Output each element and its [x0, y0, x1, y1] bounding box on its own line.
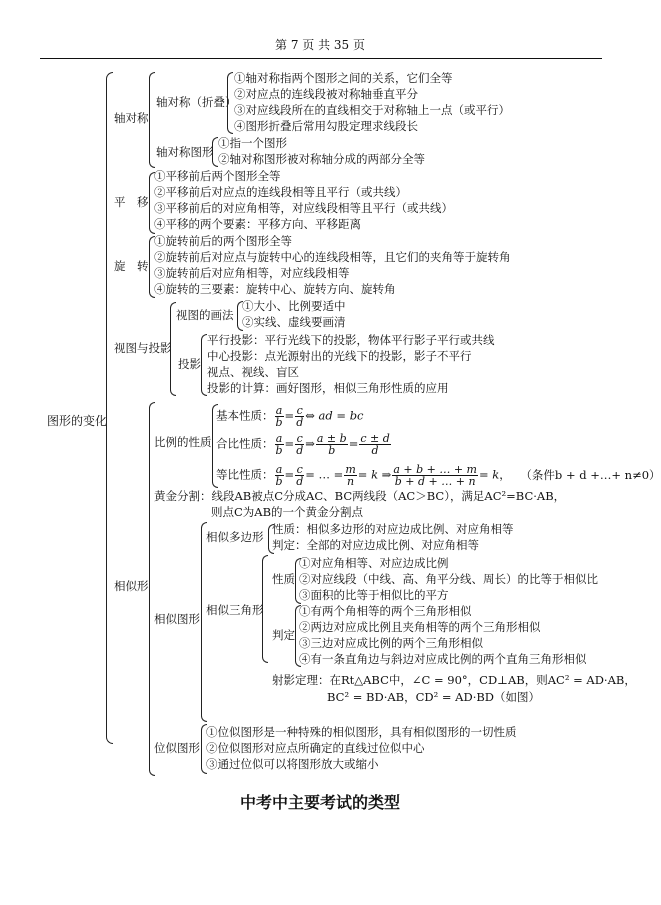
- fraction: $\frac{c}{d}$: [296, 404, 304, 429]
- section-title: 中考中主要考试的类型: [239, 793, 400, 812]
- shadow-theorem-line-2: BC² = BD·AB，CD² = AD·BD（如图）: [327, 690, 541, 704]
- sym-fold-label: 轴对称（折叠）: [156, 95, 237, 109]
- fraction: $\frac{m}{n}$: [345, 463, 356, 488]
- ratio-basic: 基本性质： $\frac{a}{b}$ = $\frac{c}{d}$ ⇔ ad = bc: [216, 404, 364, 429]
- ratio-equal-condition: （条件b + d +…+ n≠0）: [520, 467, 661, 482]
- root-brace: [106, 72, 113, 744]
- trans-item: ①平移前后两个图形全等: [154, 169, 281, 183]
- sim-tri-prop-label: 性质: [272, 572, 295, 586]
- sym-fig-item: ①指一个图形: [218, 136, 287, 150]
- fraction: $\frac{a}{b}$: [275, 432, 283, 457]
- sim-tri-brace: [262, 555, 268, 663]
- fraction: $\frac{a \pm b}{b}$: [316, 432, 347, 457]
- sym-fig-item: ②轴对称图形被对称轴分成的两部分全等: [218, 152, 425, 166]
- shadow-theorem-line-1: 射影定理：在Rt△ABC中，∠C = 90°，CD⊥AB，则AC² = AD·AB，: [272, 673, 636, 687]
- sim-pos-item: ③通过位似可以将图形放大或缩小: [206, 757, 379, 771]
- golden-line-1: 黄金分割：线段AB被点C分成AC、BC两线段（AC＞BC），满足AC²=BC·AB，: [154, 489, 566, 503]
- sim-tri-judge-item: ③三边对应成比例的两个三角形相似: [299, 636, 483, 650]
- fraction: $\frac{c}{d}$: [296, 463, 304, 488]
- rot-item: ④旋转的三要素：旋转中心、旋转方向、旋转角: [154, 282, 396, 296]
- sim-pos-item: ②位似图形对应点所确定的直线过位似中心: [206, 741, 425, 755]
- ratio-equal: 等比性质： $\frac{a}{b}$ = $\frac{c}{d}$ = … = $\frac{m}{n}$ = k ⇒ $\frac{a + b + \dots + m}{b + d + \dots + n}$ = k， （条件b + d +…+ n≠0）: [216, 463, 661, 488]
- fraction: $\frac{c \pm d}{d}$: [360, 432, 390, 457]
- sim-tri-judge-item: ②两边对应成比例且夹角相等的两个三角形相似: [299, 620, 541, 634]
- view-proj-item: 投影的计算：画好图形，相似三角形性质的应用: [207, 381, 449, 395]
- header-rule: [40, 58, 602, 59]
- view-method-item: ①大小、比例要适中: [242, 299, 346, 313]
- rot-item: ①旋转前后的两个图形全等: [154, 234, 292, 248]
- ratio-equal-label: 等比性质：: [216, 467, 274, 482]
- sym-fold-item: ④图形折叠后常用勾股定理求线段长: [234, 119, 418, 133]
- sim-pos-label: 位似图形: [154, 741, 200, 755]
- ratio-basic-result: ⇔ ad = bc: [305, 408, 364, 423]
- root-label: 图形的变化: [47, 414, 108, 428]
- sim-tri-prop-item: ③面积的比等于相似比的平方: [299, 588, 449, 602]
- fraction: $\frac{a}{b}$: [275, 463, 283, 488]
- view-proj-item: 平行投影：平行光线下的投影，物体平行影子平行或共线: [207, 333, 495, 347]
- fraction: $\frac{a}{b}$: [275, 404, 283, 429]
- sim-pos-item: ①位似图形是一种特殊的相似图形，具有相似图形的一切性质: [206, 725, 517, 739]
- trans-item: ③平移前后的对应角相等，对应线段相等且平行（或共线）: [154, 201, 453, 215]
- trans-item: ②平移前后对应点的连线段相等且平行（或共线）: [154, 185, 407, 199]
- sim-title: 相似形: [114, 579, 149, 593]
- sim-poly-item: 判定：全部的对应边成比例、对应角相等: [272, 538, 479, 552]
- sim-fig-label: 相似图形: [154, 612, 200, 626]
- sym-brace: [149, 72, 155, 168]
- sim-ratio-label: 比例的性质: [154, 435, 212, 449]
- ratio-basic-label: 基本性质：: [216, 408, 274, 423]
- view-proj-item: 视点、视线、盲区: [207, 365, 299, 379]
- sym-fig-label: 轴对称图形: [156, 145, 214, 159]
- view-title: 视图与投影: [114, 341, 172, 355]
- rot-item: ②旋转前后对应点与旋转中心的连线段相等，且它们的夹角等于旋转角: [154, 250, 511, 264]
- golden-line-2: 则点C为AB的一个黄金分割点: [211, 505, 364, 519]
- page-number: 第 7 页 共 35 页: [275, 38, 365, 52]
- sim-brace: [149, 402, 155, 776]
- sim-tri-prop-item: ②对应线段（中线、高、角平分线、周长）的比等于相似比: [299, 572, 598, 586]
- view-proj-item: 中心投影：点光源射出的光线下的投影，影子不平行: [207, 349, 472, 363]
- sym-fold-item: ①轴对称指两个图形之间的关系，它们全等: [234, 71, 453, 85]
- rot-title: 旋 转: [114, 259, 149, 273]
- sym-fold-brace: [227, 72, 233, 134]
- sim-tri-judge-label: 判定: [272, 628, 295, 642]
- sim-tri-prop-item: ①对应角相等、对应边成比例: [299, 556, 449, 570]
- ratio-combo-label: 合比性质：: [216, 436, 274, 451]
- sim-poly-item: 性质：相似多边形的对应边成比例、对应角相等: [272, 522, 514, 536]
- view-proj-label: 投影: [178, 357, 201, 371]
- trans-title: 平 移: [114, 195, 149, 209]
- trans-item: ④平移的两个要素：平移方向、平移距离: [154, 217, 361, 231]
- sim-tri-judge-item: ①有两个角相等的两个三角形相似: [299, 604, 472, 618]
- fraction: $\frac{a + b + \dots + m}{b + d + \dots + n}$: [393, 463, 477, 488]
- fraction: $\frac{c}{d}$: [296, 432, 304, 457]
- view-method-item: ②实线、虚线要画清: [242, 315, 346, 329]
- view-method-label: 视图的画法: [176, 308, 234, 322]
- sim-tri-judge-item: ④有一条直角边与斜边对应成比例的两个直角三角形相似: [299, 652, 587, 666]
- sym-fold-item: ②对应点的连线段被对称轴垂直平分: [234, 87, 418, 101]
- sim-poly-label: 相似多边形: [206, 530, 264, 544]
- sym-fold-item: ③对应线段所在的直线相交于对称轴上一点（或平行）: [234, 103, 510, 117]
- sim-tri-label: 相似三角形: [206, 603, 264, 617]
- ratio-combo: 合比性质： $\frac{a}{b}$ = $\frac{c}{d}$ ⇒ $\frac{a \pm b}{b}$ = $\frac{c \pm d}{d}$: [216, 432, 390, 457]
- sim-fig-brace: [201, 522, 207, 722]
- rot-item: ③旋转前后对应角相等，对应线段相等: [154, 266, 350, 280]
- sym-title: 轴对称: [114, 111, 149, 125]
